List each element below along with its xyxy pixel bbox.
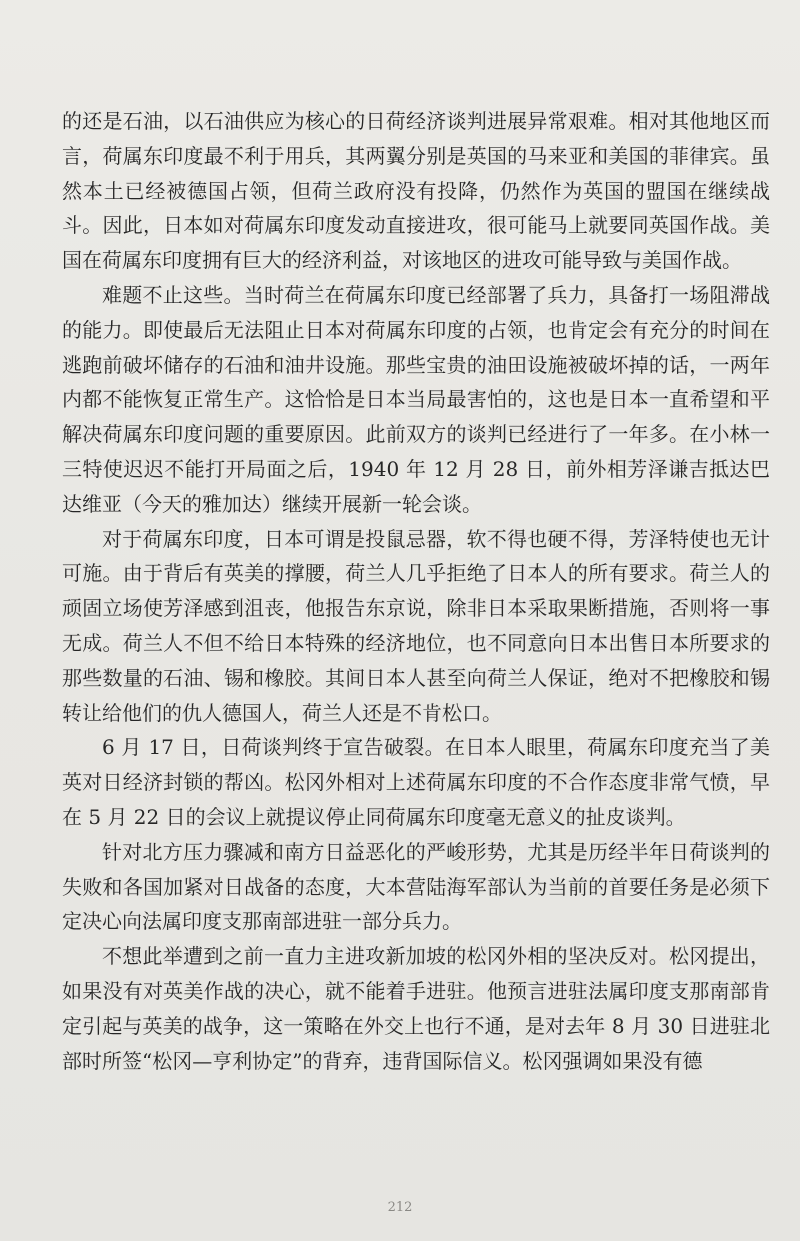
- page-number: 212: [387, 1200, 413, 1215]
- paragraph: 不想此举遭到之前一直力主进攻新加坡的松冈外相的坚决反对。松冈提出，如果没有对英美作战的决心，就不能着手进驻。他预言进驻法属印度支那南部肯定引起与英美的战争，这一策略在外交上也行不通，是对去年 8 月 30 日进驻北部时所签“松冈—亨利协定”的背弃，违背国际信义。松冈强调如果没有德: [62, 944, 770, 1073]
- paragraph: 针对北方压力骤减和南方日益恶化的严峻形势，尤其是历经半年日荷谈判的失败和各国加紧对日战备的态度，大本营陆海军部认为当前的首要任务是必须下定决心向法属印度支那南部进驻一部分兵力。: [62, 839, 770, 934]
- paragraph: 对于荷属东印度，日本可谓是投鼠忌器，软不得也硬不得，芳泽特使也无计可施。由于背后有英美的撑腰，荷兰人几乎拒绝了日本人的所有要求。荷兰人的顽固立场使芳泽感到沮丧，他报告东京说，除非日本采取果断措施，否则将一事无成。荷兰人不但不给日本特殊的经济地位，也不同意向日本出售日本所要求的那些数量的石油、锡和橡胶。其间日本人甚至向荷兰人保证，绝对不把橡胶和锡转让给他们的仇人德国人，荷兰人还是不肯松口。: [62, 526, 770, 725]
- body-text: [62, 104, 770, 1078]
- paragraph: 的还是石油，以石油供应为核心的日荷经济谈判进展异常艰难。相对其他地区而言，荷属东印度最不利于用兵，其两翼分别是英国的马来亚和美国的菲律宾。虽然本土已经被德国占领，但荷兰政府没有投降，仍然作为英国的盟国在继续战斗。因此，日本如对荷属东印度发动直接进攻，很可能马上就要同英国作战。美国在荷属东印度拥有巨大的经济利益，对该地区的进攻可能导致与美国作战。: [62, 109, 770, 273]
- paragraph: 6 月 17 日，日荷谈判终于宣告破裂。在日本人眼里，荷属东印度充当了美英对日经济封锁的帮凶。松冈外相对上述荷属东印度的不合作态度非常气愤，早在 5 月 22 日的会议上就提议停止同荷属东印度毫无意义的扯皮谈判。: [62, 735, 770, 829]
- paragraph: 难题不止这些。当时荷兰在荷属东印度已经部署了兵力，具备打一场阻滞战的能力。即使最后无法阻止日本对荷属东印度的占领，也肯定会有充分的时间在逃跑前破坏储存的石油和油井设施。那些宝贵的油田设施被破坏掉的话，一两年内都不能恢复正常生产。这恰恰是日本当局最害怕的，这也是日本一直希望和平解决荷属东印度问题的重要原因。此前双方的谈判已经进行了一年多。在小林一三特使迟迟不能打开局面之后，1940 年 12 月 28 日，前外相芳泽谦吉抵达巴达维亚（今天的雅加达）继续开展新一轮会谈。: [62, 282, 770, 516]
